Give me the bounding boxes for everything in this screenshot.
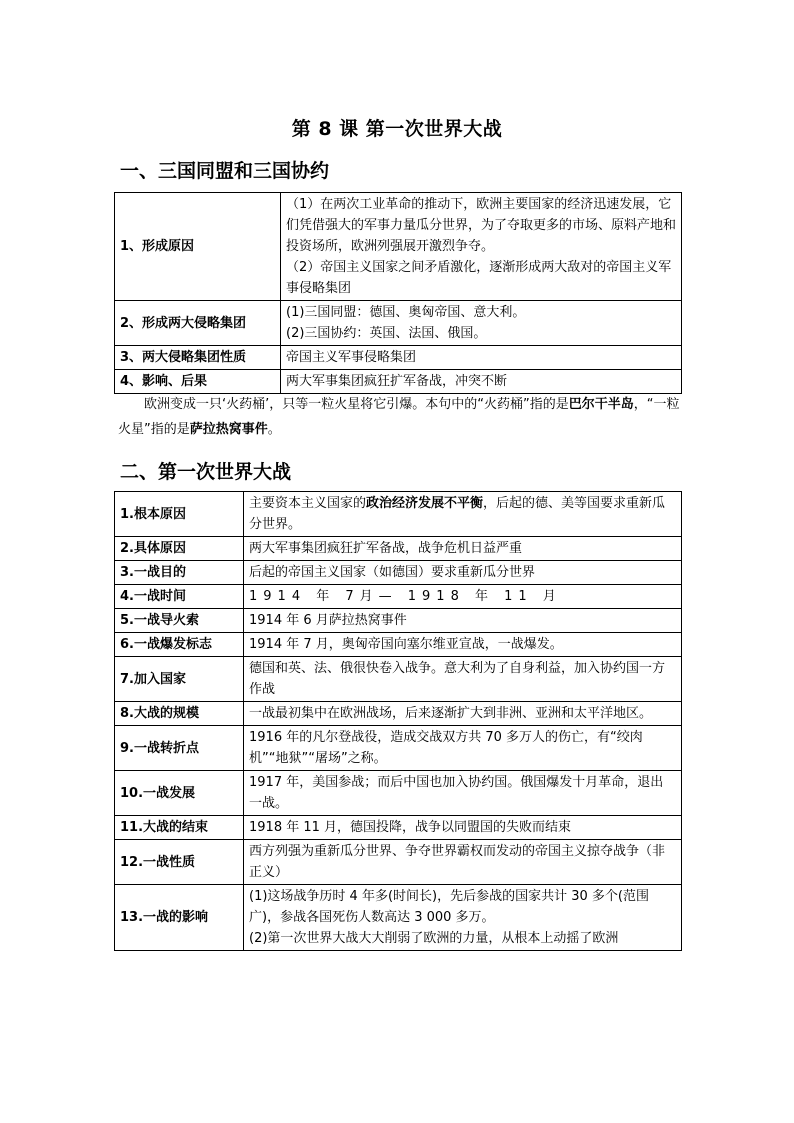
row-label: 4、影响、后果 <box>115 370 281 394</box>
table-row <box>115 633 682 657</box>
content-line: （1）在两次工业革命的推动下，欧洲主要国家的经济迅速发展，它们凭借强大的军事力量瓜分世界，为了夺取更多的市场、原料产地和投资场所，欧洲列强展开激烈争夺。 <box>286 197 677 254</box>
table-row <box>115 657 682 702</box>
row-content <box>281 370 682 394</box>
table-row <box>115 537 682 561</box>
content-line: (1)三国同盟：德国、奥匈帝国、意大利。 <box>286 305 526 320</box>
powder-keg-paragraph <box>118 392 682 442</box>
row-label: 10.一战发展 <box>115 771 244 816</box>
row-label: 5.一战导火索 <box>115 609 244 633</box>
row-content: 1918 年 11 月，德国投降，战争以同盟国的失败而结束 <box>244 816 682 840</box>
row-label: 7.加入国家 <box>115 657 244 702</box>
row-content: 德国和英、法、俄很快卷入战争。意大利为了自身利益，加入协约国一方作战 <box>244 657 682 702</box>
row-label: 3、两大侵略集团性质 <box>115 346 281 370</box>
row-content: 一战最初集中在欧洲战场，后来逐渐扩大到非洲、亚洲和太平洋地区。 <box>244 702 682 726</box>
row-label: 3.一战目的 <box>115 561 244 585</box>
row-label: 6.一战爆发标志 <box>115 633 244 657</box>
alliance-table <box>114 192 682 394</box>
table-row <box>115 816 682 840</box>
row-content <box>281 346 682 370</box>
content-bold: 政治经济发展不平衡 <box>366 496 484 511</box>
content-line: (1)这场战争历时 4 年多(时间长)，先后参战的国家共计 30 多个(范围广)，参战各国死伤人数高达 3 000 多万。 <box>249 889 649 925</box>
row-content: 1916 年的凡尔登战役，造成交战双方共 70 多万人的伤亡，有“绞肉机”“地狱”“屠场”之称。 <box>244 726 682 771</box>
lesson-title: 第 8 课 第一次世界大战 <box>291 118 503 140</box>
table-row <box>115 726 682 771</box>
content-line: (2)第一次世界大战大大削弱了欧洲的力量，从根本上动摇了欧洲 <box>249 931 619 946</box>
row-content: 1914 年 6 月萨拉热窝事件 <box>244 609 682 633</box>
row-content: 西方列强为重新瓜分世界、争夺世界霸权而发动的帝国主义掠夺战争（非正义） <box>244 840 682 885</box>
section1-heading: 一、三国同盟和三国协约 <box>120 160 330 182</box>
row-label: 1.根本原因 <box>115 492 244 537</box>
table-row <box>115 193 682 301</box>
content-line: 两大军事集团疯狂扩军备战，冲突不断 <box>286 374 508 389</box>
content-line: 帝国主义军事侵略集团 <box>286 350 417 365</box>
row-content: 两大军事集团疯狂扩军备战，战争危机日益严重 <box>244 537 682 561</box>
content-text: ，后起的德、美等国要求重新瓜分世界。 <box>249 496 666 532</box>
row-label: 13.一战的影响 <box>115 885 244 951</box>
row-content <box>281 193 682 301</box>
content-line: （2）帝国主义国家之间矛盾激化，逐渐形成两大敌对的帝国主义军事侵略集团 <box>286 260 672 296</box>
table-row <box>115 301 682 346</box>
sarajevo-incident: 萨拉热窝事件 <box>189 422 268 437</box>
row-content <box>281 301 682 346</box>
row-label: 9.一战转折点 <box>115 726 244 771</box>
table-row <box>115 370 682 394</box>
row-label: 11.大战的结束 <box>115 816 244 840</box>
para-text: 。 <box>267 422 281 437</box>
table-row <box>115 702 682 726</box>
content-text: 主要资本主义国家的 <box>249 496 367 511</box>
row-content: 1917 年，美国参战；而后中国也加入协约国。俄国爆发十月革命，退出一战。 <box>244 771 682 816</box>
table-row <box>115 609 682 633</box>
table-row <box>115 771 682 816</box>
balkan-peninsula: 巴尔干半岛 <box>568 397 634 412</box>
row-label: 12.一战性质 <box>115 840 244 885</box>
content-line: (2)三国协约：英国、法国、俄国。 <box>286 326 487 341</box>
section2-heading: 二、第一次世界大战 <box>120 461 292 483</box>
row-content <box>244 492 682 537</box>
row-label: 4.一战时间 <box>115 585 244 609</box>
table-row <box>115 885 682 951</box>
para-text: 欧洲变成一只‘火药桶’，只等一粒火星将它引爆。本句中的“火药桶”指的是 <box>144 397 569 412</box>
row-content: 后起的帝国主义国家（如德国）要求重新瓜分世界 <box>244 561 682 585</box>
table-row <box>115 561 682 585</box>
table-row <box>115 346 682 370</box>
row-label: 2.具体原因 <box>115 537 244 561</box>
para-text: ，“一粒火星”指的是 <box>118 397 680 437</box>
ww1-table <box>114 491 682 951</box>
row-label: 2、形成两大侵略集团 <box>115 301 281 346</box>
row-label: 1、形成原因 <box>115 193 281 301</box>
row-content <box>244 885 682 951</box>
row-content: 1914 年 7 月，奥匈帝国向塞尔维亚宣战，一战爆发。 <box>244 633 682 657</box>
row-content: 1914 年 7月— 1918 年 11 月 <box>244 585 682 609</box>
table-row <box>115 492 682 537</box>
row-label: 8.大战的规模 <box>115 702 244 726</box>
table-row <box>115 840 682 885</box>
table-row <box>115 585 682 609</box>
